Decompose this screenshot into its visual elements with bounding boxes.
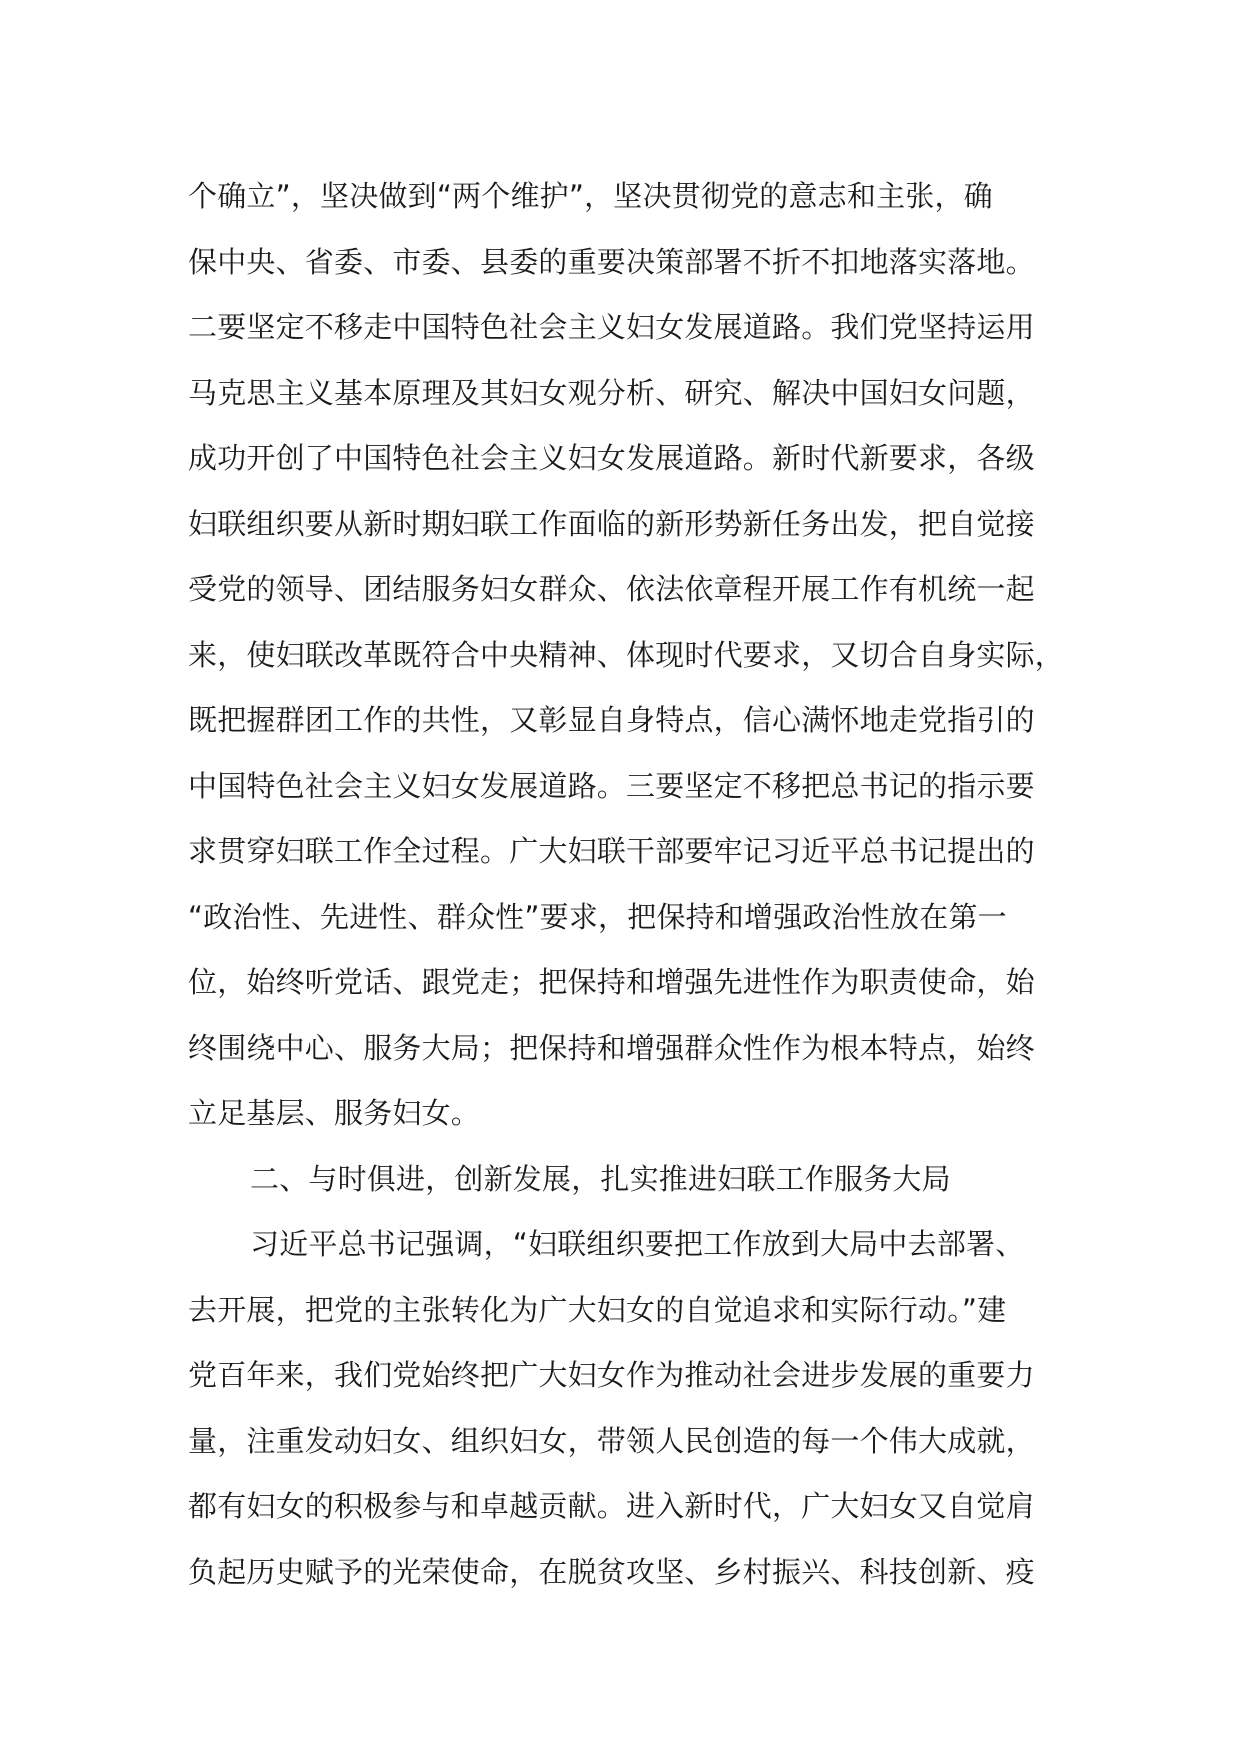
text-line: 量，注重发动妇女、组织妇女，带领人民创造的每一个伟大成就， (188, 1423, 1035, 1458)
text-line: 负起历史赋予的光荣使命，在脱贫攻坚、乡村振兴、科技创新、疫 (188, 1554, 1035, 1589)
text-line: 终围绕中心、服务大局；把保持和增强群众性作为根本特点，始终 (188, 1030, 1035, 1065)
text-line: 个确立”，坚决做到“两个维护”，坚决贯彻党的意志和主张，确 (188, 179, 993, 213)
text-line: 求贯穿妇联工作全过程。广大妇联干部要牢记习近平总书记提出的 (188, 834, 1035, 868)
section-heading: 二、与时俱进，创新发展，扎实推进妇联工作服务大局 (250, 1161, 951, 1196)
document-body (188, 164, 1068, 1605)
text-line: 立足基层、服务妇女。 (188, 1096, 481, 1130)
text-line: 位，始终听党话、跟党走；把保持和增强先进性作为职责使命，始 (188, 965, 1035, 999)
text-line: 既把握群团工作的共性，又彰显自身特点，信心满怀地走党指引的 (188, 703, 1035, 737)
text-line: 受党的领导、团结服务妇女群众、依法依章程开展工作有机统一起 (188, 572, 1035, 606)
text-line: 党百年来，我们党始终把广大妇女作为推动社会进步发展的重要力 (188, 1358, 1035, 1392)
text-line: 二要坚定不移走中国特色社会主义妇女发展道路。我们党坚持运用 (188, 310, 1035, 344)
text-line: 成功开创了中国特色社会主义妇女发展道路。新时代新要求，各级 (188, 441, 1035, 475)
text-line: 妇联组织要从新时期妇联工作面临的新形势新任务出发，把自觉接 (188, 506, 1035, 541)
text-line: 马克思主义基本原理及其妇女观分析、研究、解决中国妇女问题， (188, 375, 1035, 410)
text-line: 中国特色社会主义妇女发展道路。三要坚定不移把总书记的指示要 (188, 768, 1035, 803)
text-line: 保中央、省委、市委、县委的重要决策部署不折不扣地落实落地。 (188, 244, 1035, 279)
text-line: 去开展，把党的主张转化为广大妇女的自觉追求和实际行动。”建 (188, 1292, 1007, 1327)
text-line: “政治性、先进性、群众性”要求，把保持和增强政治性放在第一 (188, 899, 1007, 934)
text-line: 来，使妇联改革既符合中央精神、体现时代要求，又切合自身实际， (188, 637, 1065, 672)
text-line: 都有妇女的积极参与和卓越贡献。进入新时代，广大妇女又自觉肩 (188, 1489, 1035, 1523)
paragraph-first-line: 习近平总书记强调，“妇联组织要把工作放到大局中去部署、 (250, 1227, 1025, 1261)
